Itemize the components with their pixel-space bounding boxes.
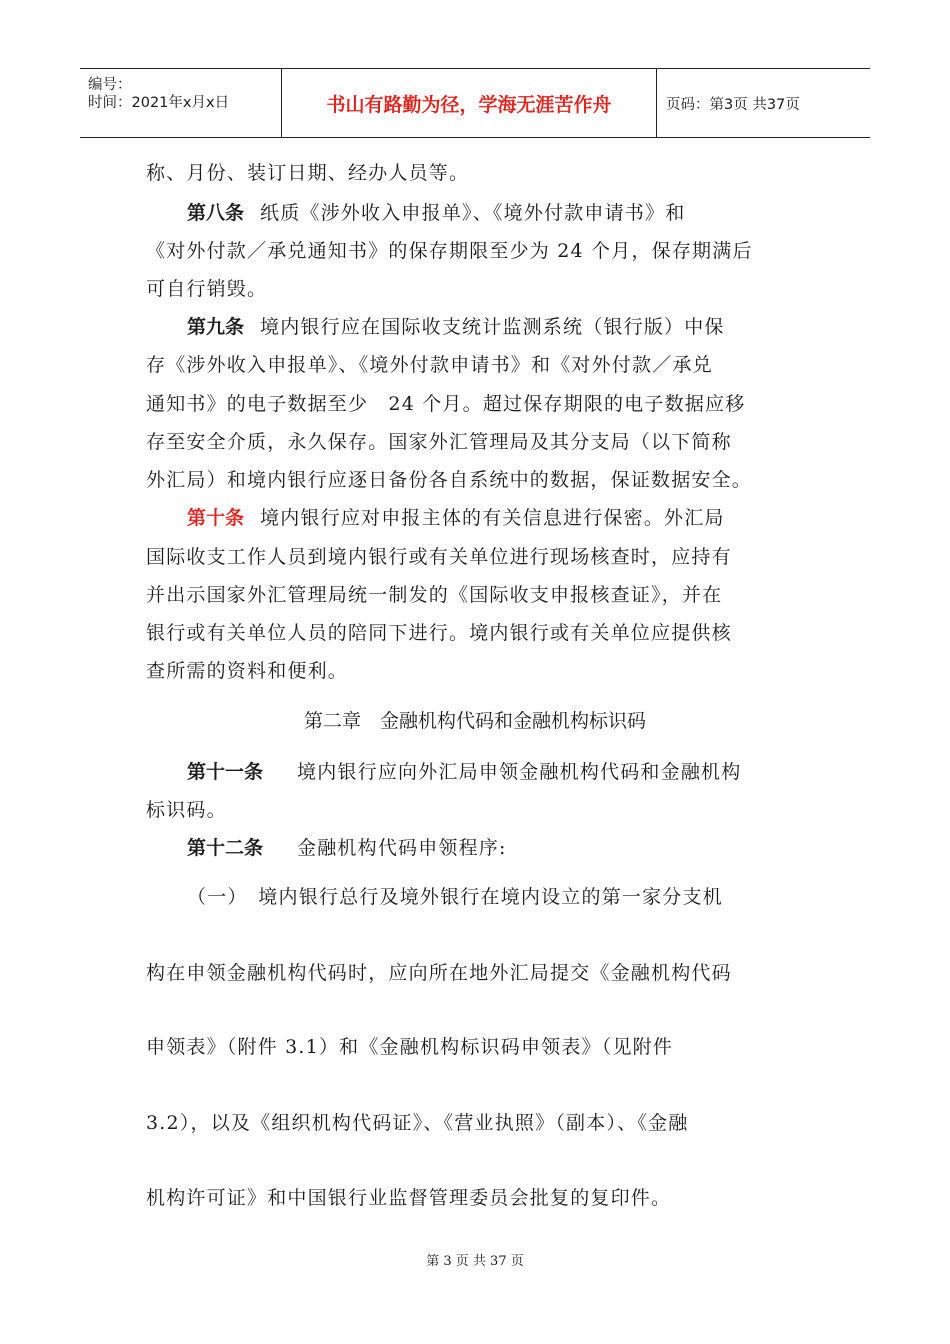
header-meta-cell xyxy=(80,69,282,137)
body-line: 通知书》的电子数据至少 24 个月。超过保存期限的电子数据应移 xyxy=(146,393,746,415)
body-line: 构在申领金融机构代码时，应向所在地外汇局提交《金融机构代码 xyxy=(146,962,732,984)
body-line: 存《涉外收入申报单》、《境外付款申请书》和《对外付款／承兑 xyxy=(146,354,713,376)
body-line: （一） 境内银行总行及境外银行在境内设立的第一家分支机 xyxy=(187,886,723,908)
article-11-text: 境内银行应向外汇局申领金融机构代码和金融机构 xyxy=(297,761,742,783)
document-number-label: 编号： xyxy=(88,77,132,93)
body-line: 申领表》（附件 3.1）和《金融机构标识码申领表》（见附件 xyxy=(146,1036,674,1058)
article-8-title: 第八条 xyxy=(187,202,245,224)
article-10-line xyxy=(187,503,725,530)
article-12-line xyxy=(187,833,507,860)
article-8-text: 纸质《涉外收入申报单》、《境外付款申请书》和 xyxy=(260,202,686,224)
document-time-label: 时间：2021年x月x日 xyxy=(88,95,230,111)
article-11-title: 第十一条 xyxy=(187,761,264,783)
chapter-heading: 第二章 金融机构代码和金融机构标识码 xyxy=(303,710,646,732)
article-12-title: 第十二条 xyxy=(187,837,264,859)
article-8-line xyxy=(187,198,685,225)
body-line: 并出示国家外汇管理局统一制发的《国际收支申报核查证》，并在 xyxy=(146,584,723,606)
body-line: 3.2），以及《组织机构代码证》、《营业执照》（副本）、《金融 xyxy=(146,1112,689,1134)
article-9-line xyxy=(187,312,725,339)
body-line: 银行或有关单位人员的陪同下进行。境内银行或有关单位应提供核 xyxy=(146,622,732,644)
article-10-title: 第十条 xyxy=(187,507,245,529)
article-10-text: 境内银行应对申报主体的有关信息进行保密。外汇局 xyxy=(260,507,725,529)
header-motto: 书山有路勤为径，学海无涯苦作舟 xyxy=(282,69,657,137)
body-line: 标识码。 xyxy=(146,799,227,821)
body-line: 查所需的资料和便利。 xyxy=(146,660,349,682)
header-page-cell xyxy=(657,69,870,137)
body-line: 存至安全介质，永久保存。国家外汇管理局及其分支局（以下简称 xyxy=(146,431,732,453)
body-line: 可自行销毁。 xyxy=(146,278,268,300)
body-line: 称、月份、装订日期、经办人员等。 xyxy=(146,162,470,184)
body-line: 国际收支工作人员到境内银行或有关单位进行现场核查时，应持有 xyxy=(146,546,732,568)
body-line: 外汇局）和境内银行应逐日备份各自系统中的数据，保证数据安全。 xyxy=(146,469,753,491)
article-9-title: 第九条 xyxy=(187,316,245,338)
article-9-text: 境内银行应在国际收支统计监测系统（银行版）中保 xyxy=(260,316,725,338)
article-12-text: 金融机构代码申领程序: xyxy=(297,837,507,859)
article-11-line xyxy=(187,757,741,784)
body-line: 《对外付款／承兑通知书》的保存期限至少为 24 个月，保存期满后 xyxy=(146,240,753,262)
header-table xyxy=(80,68,870,138)
page-footer: 第 3 页 共 37 页 xyxy=(426,1254,524,1269)
body-line: 机构许可证》和中国银行业监督管理委员会批复的复印件。 xyxy=(146,1187,672,1209)
header-page-info: 页码：第3页 共37页 xyxy=(666,96,800,113)
